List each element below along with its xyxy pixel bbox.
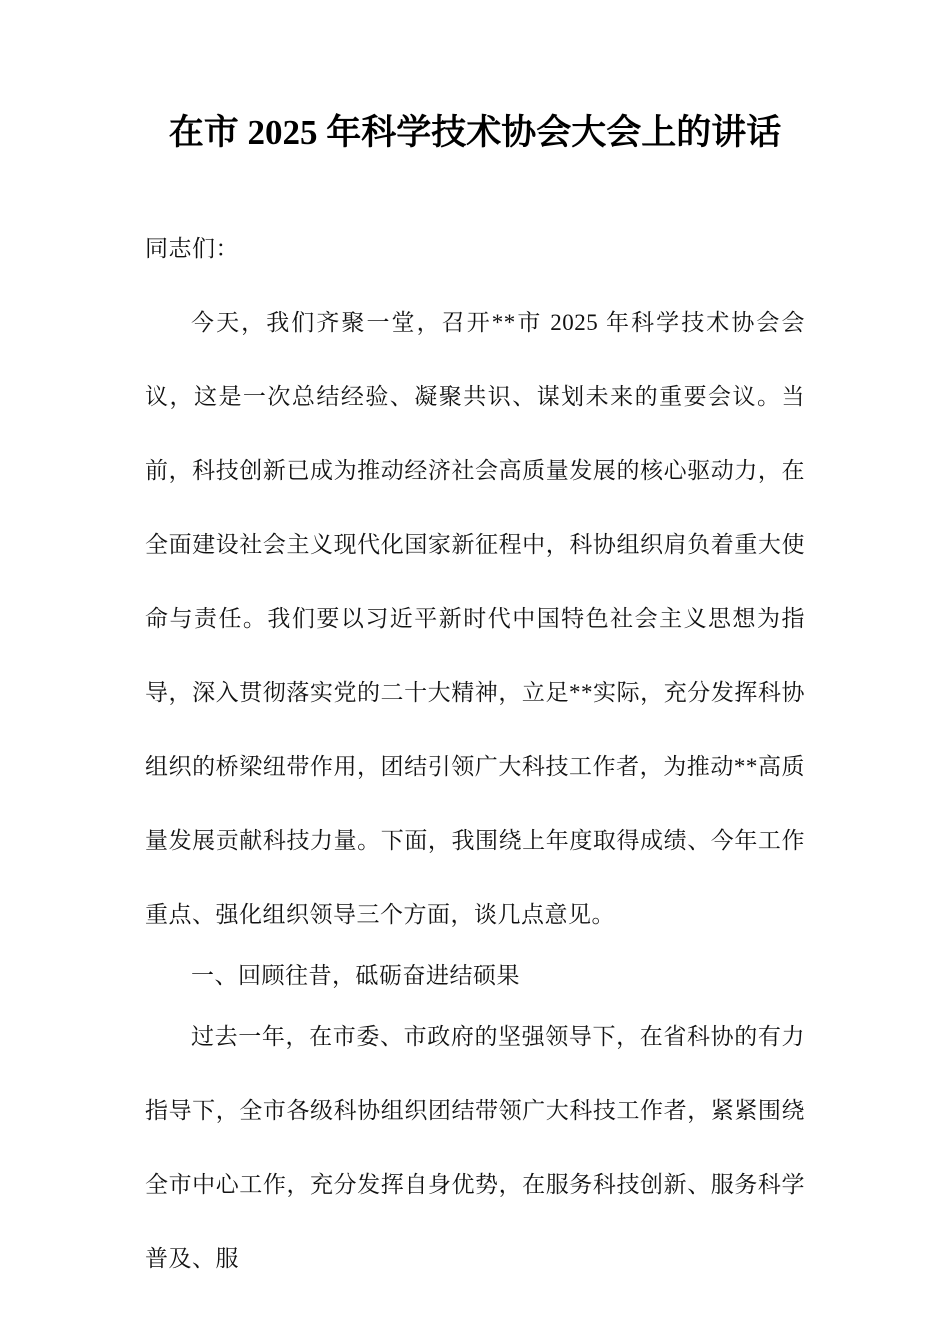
section-heading-1: 一、回顾往昔，砥砺奋进结硕果: [191, 963, 520, 988]
paragraph-intro: 今天，我们齐聚一堂，召开**市 2025 年科学技术协会会议，这是一次总结经验、凝聚共识、谋划未来的重要会议。当前，科技创新已成为推动经济社会高质量发展的核心驱动力，在全面建设社会主义现代化国家新征程中，科协组织肩负着重大使命与责任。我们要以习近平新时代中国特色社会主义思想为指导，深入贯彻落实党的二十大精神，立足**实际，充分发挥科协组织的桥梁纽带作用，团结引领广大科技工作者，为推动**高质量发展贡献科技力量。下面，我围绕上年度取得成绩、今年工作重点、强化组织领导三个方面，谈几点意见。: [145, 310, 805, 927]
salutation-line: 同志们：: [145, 236, 239, 261]
document-title: 在市 2025 年科学技术协会大会上的讲话: [168, 113, 782, 152]
paragraph-section-1-body: 过去一年，在市委、市政府的坚强领导下，在省科协的有力指导下，全市各级科协组织团结带领广大科技工作者，紧紧围绕全市中心工作，充分发挥自身优势，在服务科技创新、服务科学普及、服: [145, 1024, 805, 1271]
